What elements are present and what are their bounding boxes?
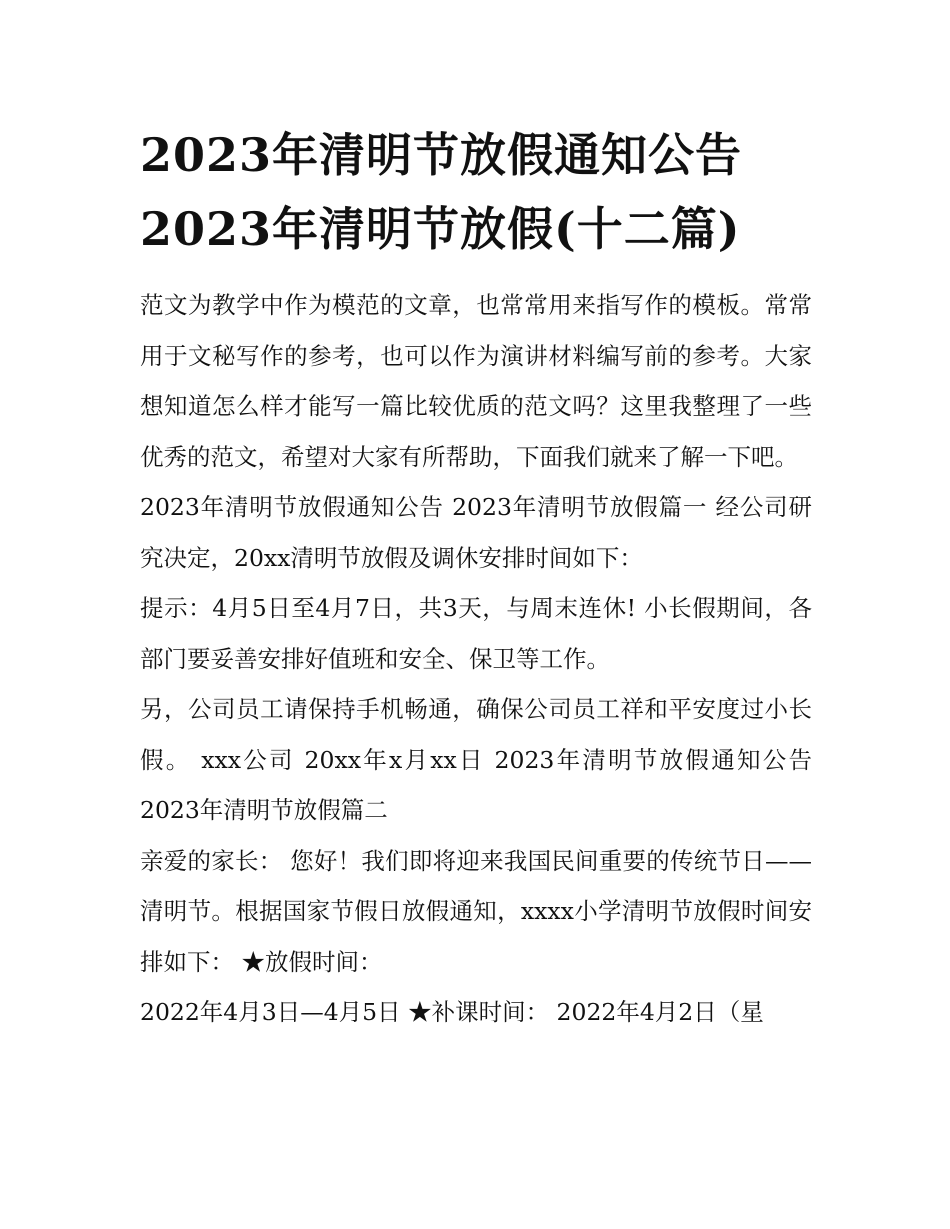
paragraph-notice-1: 2023年清明节放假通知公告 2023年清明节放假篇一 经公司研究决定，20xx清明节放假及调休安排时间如下： [140,493,812,572]
title-line-2: 2023年清明节放假(十二篇) [140,202,741,256]
paragraph-company-sign: 另，公司员工请保持手机畅通，确保公司员工祥和平安度过小长假。 xxx公司 20xx年x月xx日 2023年清明节放假通知公告 2023年清明节放假篇二 [140,695,812,824]
paragraph-intro: 范文为教学中作为模范的文章，也常常用来指写作的模板。常常用于文秘写作的参考，也可以作为演讲材料编写前的参考。大家想知道怎么样才能写一篇比较优质的范文吗？这里我整理了一些优秀的范文，希望对大家有所帮助，下面我们就来了解一下吧。 [140,291,812,471]
document-title [140,118,812,266]
paragraph-parents-letter: 亲爱的家长： 您好！我们即将迎来我国民间重要的传统节日——清明节。根据国家节假日放假通知，xxxx小学清明节放假时间安排如下： ★放假时间： [140,846,812,976]
document-page [140,118,812,1038]
paragraph-tip: 提示：4月5日至4月7日，共3天，与周末连休! 小长假期间，各部门要妥善安排好值班和安全、保卫等工作。 [140,594,812,673]
paragraph-schedule: 2022年4月3日—4月5日 ★补课时间： 2022年4月2日（星 [140,998,764,1026]
title-line-1: 2023年清明节放假通知公告 [140,128,743,182]
